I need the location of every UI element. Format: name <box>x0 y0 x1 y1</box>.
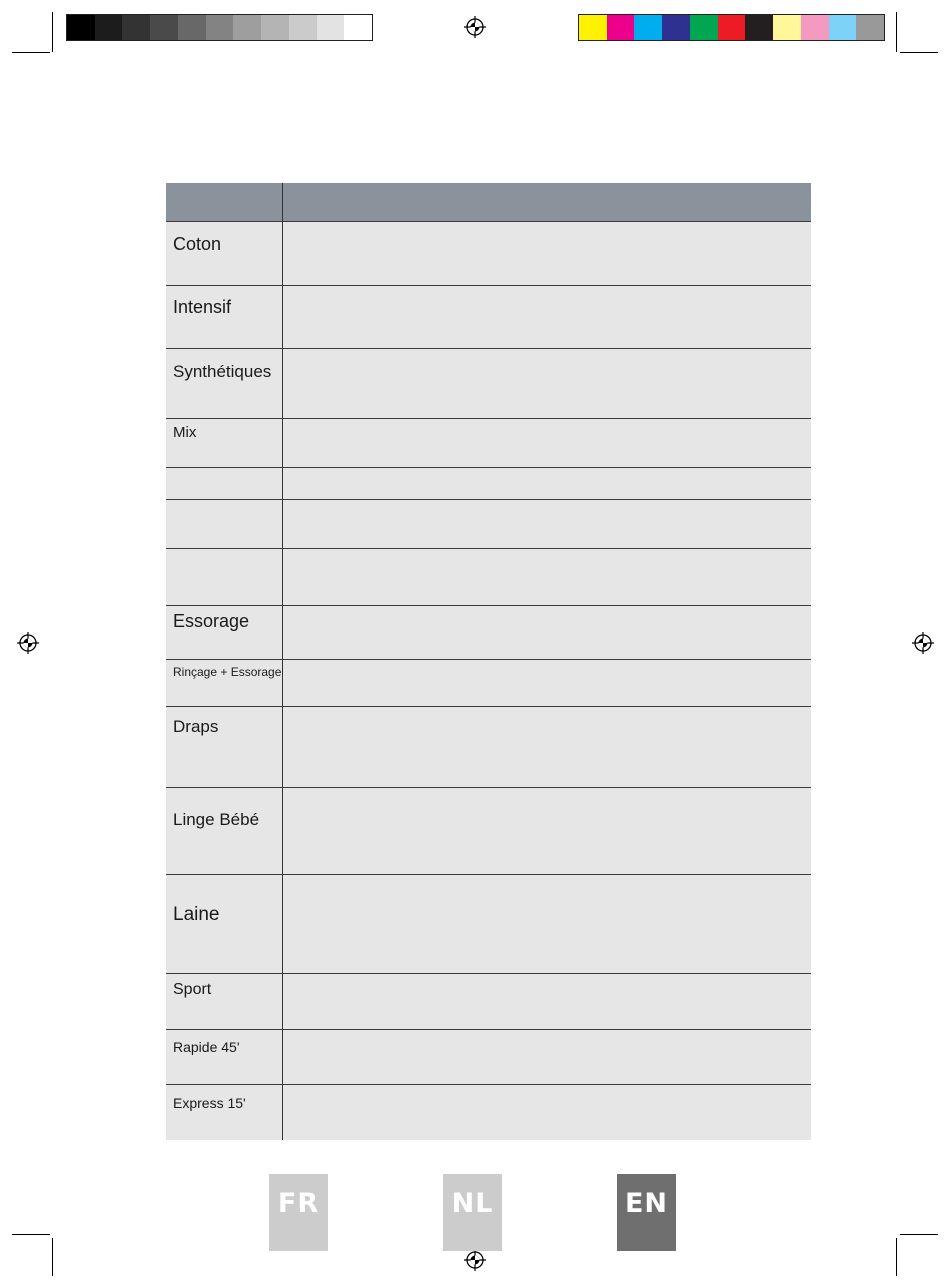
registration-mark-icon <box>17 632 39 654</box>
table-header <box>166 183 811 221</box>
registration-mark-icon <box>464 16 486 38</box>
column-divider <box>282 286 283 348</box>
color-swatch <box>856 15 884 40</box>
program-name: Intensif <box>173 297 232 317</box>
color-swatch <box>745 15 773 40</box>
color-swatch <box>718 15 746 40</box>
crop-mark-bottom-right-v <box>896 1238 897 1276</box>
crop-mark-top-right-h <box>900 52 938 53</box>
program-name: Sport <box>173 981 212 998</box>
color-swatch <box>67 15 95 40</box>
language-tab-label: NL <box>451 1188 494 1219</box>
color-swatch <box>579 15 607 40</box>
column-divider <box>282 468 283 499</box>
registration-mark-icon <box>464 1249 486 1271</box>
program-name: Rapide 45' <box>173 1039 240 1055</box>
column-divider <box>282 222 283 285</box>
column-divider <box>282 183 283 221</box>
color-swatch <box>317 15 345 40</box>
color-swatch <box>233 15 261 40</box>
table-row <box>166 348 811 418</box>
language-tab-fr[interactable] <box>269 1174 328 1251</box>
program-name: Laine <box>173 904 220 925</box>
color-swatch <box>690 15 718 40</box>
language-tab-en[interactable] <box>617 1174 676 1251</box>
crop-mark-bottom-left-h <box>12 1234 50 1235</box>
program-name: Rinçage + Essorage <box>173 665 282 679</box>
table-row <box>166 973 811 1029</box>
table-row <box>166 659 811 706</box>
column-divider <box>282 974 283 1029</box>
program-table <box>166 183 811 1140</box>
table-row <box>166 605 811 659</box>
color-swatch <box>662 15 690 40</box>
column-divider <box>282 549 283 605</box>
table-row <box>166 285 811 348</box>
color-swatch <box>261 15 289 40</box>
column-divider <box>282 1030 283 1084</box>
column-divider <box>282 419 283 467</box>
column-divider <box>282 788 283 874</box>
program-name: Linge Bébé <box>173 810 260 829</box>
color-swatch <box>344 15 372 40</box>
color-swatch <box>178 15 206 40</box>
color-swatch <box>829 15 857 40</box>
table-row <box>166 548 811 605</box>
color-swatch <box>122 15 150 40</box>
program-name: Express 15' <box>173 1095 246 1111</box>
language-tab-label: EN <box>624 1188 669 1219</box>
table-body <box>166 221 811 1140</box>
crop-mark-top-left-v <box>52 12 53 52</box>
table-row <box>166 706 811 787</box>
color-swatch <box>634 15 662 40</box>
program-name: Coton <box>173 234 222 254</box>
color-swatch <box>95 15 123 40</box>
color-swatch <box>150 15 178 40</box>
color-swatch <box>773 15 801 40</box>
program-name: Synthétiques <box>173 362 272 381</box>
crop-mark-top-left-h <box>12 52 50 53</box>
crop-mark-bottom-right-h <box>900 1234 938 1235</box>
crop-mark-bottom-left-v <box>52 1238 53 1276</box>
program-name: Mix <box>173 424 197 441</box>
color-swatch <box>289 15 317 40</box>
process-color-bar <box>578 14 885 41</box>
column-divider <box>282 875 283 973</box>
column-divider <box>282 349 283 418</box>
column-divider <box>282 1085 283 1140</box>
table-row <box>166 418 811 467</box>
grayscale-color-bar <box>66 14 373 41</box>
column-divider <box>282 500 283 548</box>
column-divider <box>282 707 283 787</box>
color-swatch <box>206 15 234 40</box>
table-row <box>166 467 811 499</box>
language-tab-nl[interactable] <box>443 1174 502 1251</box>
color-swatch <box>607 15 635 40</box>
table-row <box>166 1084 811 1140</box>
column-divider <box>282 660 283 706</box>
language-tab-label: FR <box>277 1188 320 1219</box>
program-name: Draps <box>173 717 219 736</box>
table-row <box>166 874 811 973</box>
color-swatch <box>801 15 829 40</box>
column-divider <box>282 606 283 659</box>
program-name: Essorage <box>173 611 250 631</box>
crop-mark-top-right-v <box>896 12 897 52</box>
table-row <box>166 1029 811 1084</box>
table-row <box>166 221 811 285</box>
table-row <box>166 787 811 874</box>
registration-mark-icon <box>912 632 934 654</box>
table-row <box>166 499 811 548</box>
